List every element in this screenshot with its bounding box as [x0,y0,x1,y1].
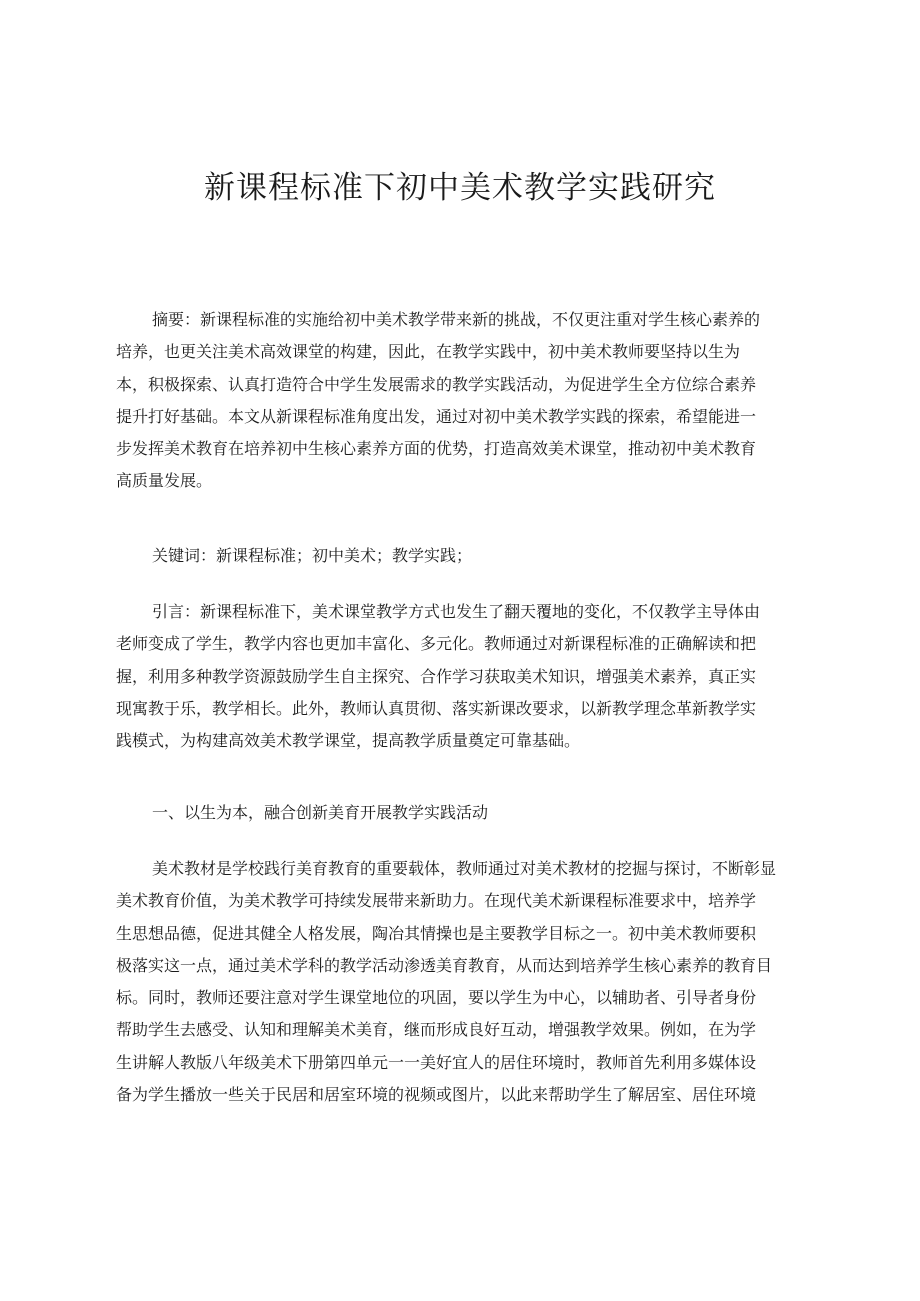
keywords-paragraph [116,540,806,572]
section-heading-text: 一、以生为本，融合创新美育开展教学实践活动 [152,803,489,822]
introduction-paragraph [116,596,806,757]
introduction-line: 引言：新课程标准下，美术课堂教学方式也发生了翻天覆地的变化，不仅教学主导体由 [152,602,761,621]
abstract-line: 本，积极探索、认真打造符合中学生发展需求的教学实践活动，为促进学生全方位综合素养 [116,374,757,394]
introduction-line: 践模式，为构建高效美术教学课堂，提高教学质量奠定可靠基础。 [116,731,581,751]
section1-line: 生讲解人教版八年级美术下册第四单元一一美好宜人的居住环境时，教师首先利用多媒体设 [116,1052,757,1072]
section1-paragraph [116,853,806,1111]
section1-line: 美术教育价值，为美术教学可持续发展带来新助力。在现代美术新课程标准要求中，培养学 [116,891,757,911]
introduction-line: 现寓教于乐，教学相长。此外，教师认真贯彻、落实新课改要求，以新教学理念革新教学实 [116,698,757,718]
keywords-line: 关键词：新课程标准；初中美术；教学实践； [152,546,473,565]
document-title: 新课程标准下初中美术教学实践研究 [204,170,716,206]
section1-line: 生思想品德，促进其健全人格发展，陶冶其情操也是主要教学目标之一。初中美术教师要积 [116,923,757,943]
abstract-line: 步发挥美术教育在培养初中生核心素养方面的优势，打造高效美术课堂，推动初中美术教育 [116,439,757,459]
abstract-line: 高质量发展。 [116,471,213,491]
section1-line: 极落实这一点，通过美术学科的教学活动渗透美育教育，从而达到培养学生核心素养的教育目 [116,955,773,975]
abstract-line: 培养，也更关注美术高效课堂的构建，因此，在教学实践中，初中美术教师要坚持以生为 [116,342,741,362]
abstract-line: 提升打好基础。本文从新课程标准角度出发，通过对初中美术教学实践的探索，希望能进一 [116,406,757,426]
abstract-paragraph [116,304,806,498]
section1-line: 备为学生播放一些关于民居和居室环境的视频或图片，以此来帮助学生了解居室、居住环境 [116,1085,757,1105]
section1-line: 标。同时，教师还要注意对学生课堂地位的巩固，要以学生为中心，以辅助者、引导者身份 [116,988,757,1008]
introduction-line: 握，利用多种教学资源鼓励学生自主探究、合作学习获取美术知识，增强美术素养，真正实 [116,666,757,686]
abstract-line: 摘要：新课程标准的实施给初中美术教学带来新的挑战，不仅更注重对学生核心素养的 [152,310,761,329]
introduction-line: 老师变成了学生，教学内容也更加丰富化、多元化。教师通过对新课程标准的正确解读和把 [116,634,757,654]
section1-line: 美术教材是学校践行美育教育的重要载体，教师通过对美术教材的挖掘与探讨，不断彰显 [152,859,777,878]
section1-line: 帮助学生去感受、认知和理解美术美育，继而形成良好互动，增强教学效果。例如，在为学 [116,1020,757,1040]
section1-heading [116,797,806,829]
